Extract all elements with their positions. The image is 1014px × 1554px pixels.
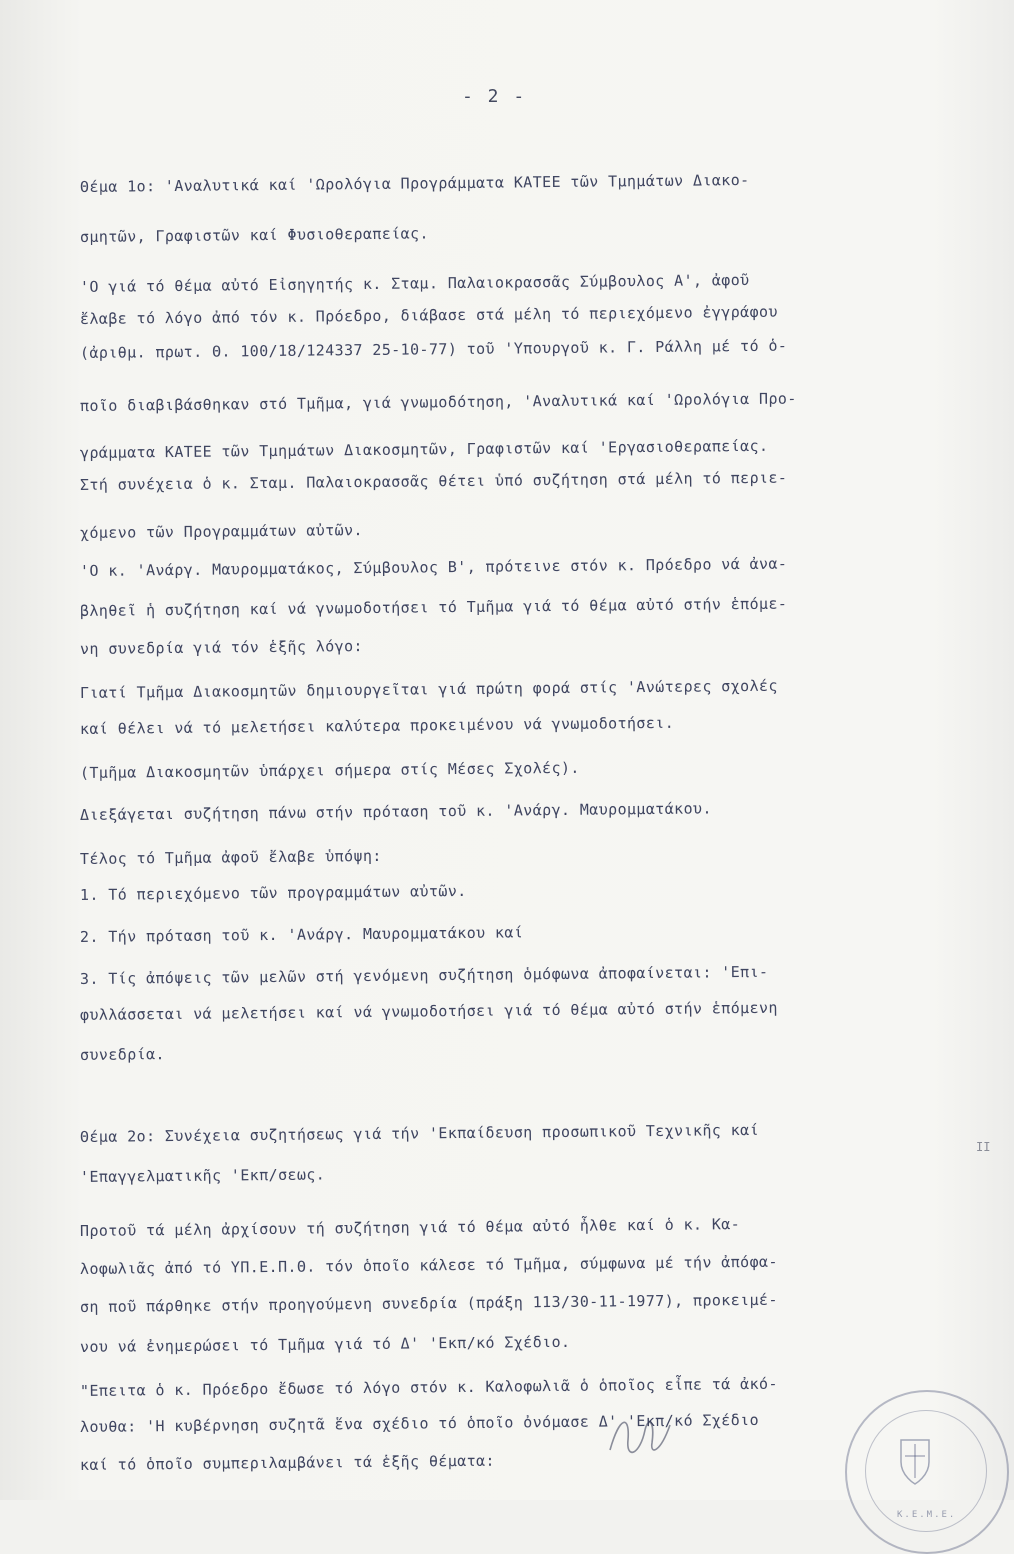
text-line: 'Ο κ. 'Ανάργ. Μαυρομματάκος, Σύμβουλος Β', πρότεινε στόν κ. Πρόεδρο νά ἀνα- (79, 554, 788, 580)
text-line: 'Επαγγελματικῆς 'Εκπ/σεως. (79, 1165, 326, 1186)
stamp-text: Κ.Ε.Μ.Ε. (897, 1510, 957, 1520)
text-line: Στή συνέχεια ὁ κ. Σταμ. Παλαιοκρασσᾶς θέτει ὑπό συζήτηση στά μέλη τό περιε- (79, 468, 788, 494)
official-stamp (845, 1390, 1009, 1554)
text-line: "Επειτα ὁ κ. Πρόεδρο ἔδωσε τό λόγο στόν κ. Καλοφωλιᾶ ὁ ὁποῖος εἶπε τά ἀκό- (79, 1374, 778, 1400)
text-line: 1. Τό περιεχόμενο τῶν προγραμμάτων αὐτῶν. (79, 881, 467, 904)
text-line: φυλλάσσεται νά μελετήσει καί νά γνωμοδοτήσει γιά τό θέμα αὐτό στήν ἑπόμενη (79, 998, 778, 1024)
text-line: συνεδρία. (79, 1045, 165, 1064)
page-number: - 2 - (462, 86, 527, 107)
text-line: Διεξάγεται συζήτηση πάνω στήν πρόταση τοῦ κ. 'Ανάργ. Μαυρομματάκου. (79, 799, 712, 824)
text-line: (ἀριθμ. πρωτ. Θ. 100/18/124337 25-10-77) τοῦ 'Υπουργοῦ κ. Γ. Ράλλη μέ τό ὁ- (79, 336, 788, 362)
text-line: 'Ο γιά τό θέμα αὐτό Εἰσηγητής κ. Σταμ. Παλαιοκρασσᾶς Σύμβουλος Α', ἀφοῦ (79, 270, 750, 296)
text-line: σμητῶν, Γραφιστῶν καί Φυσιοθεραπείας. (79, 224, 430, 246)
text-line: ση ποῦ πάρθηκε στήν προηγούμενη συνεδρία (πράξη 113/30-11-1977), προκειμέ- (79, 1290, 778, 1316)
margin-mark: II (976, 1140, 991, 1154)
text-line: λοφωλιᾶς ἀπό τό ΥΠ.Ε.Π.Θ. τόν ὁποῖο κάλεσε τό Τμῆμα, σύμφωνα μέ τήν ἀπόφα- (79, 1252, 778, 1278)
text-line: λουθα: 'Η κυβέρνηση συζητᾶ ἕνα σχέδιο τό ὁποῖο ὀνόμασε Δ' 'Εκπ/κό Σχέδιο (79, 1410, 760, 1436)
text-line: νου νά ἐνημερώσει τό Τμῆμα γιά τό Δ' 'Εκπ/κό Σχέδιο. (79, 1332, 571, 1356)
text-line: Θέμα 1ο: 'Αναλυτικά καί 'Ωρολόγια Προγράμματα ΚΑΤΕΕ τῶν Τμημάτων Διακο- (79, 170, 750, 196)
text-line: ποῖο διαβιβάσθηκαν στό Τμῆμα, γιά γνωμοδότηση, 'Αναλυτικά καί 'Ωρολόγια Προ- (79, 389, 797, 415)
text-line: Προτοῦ τά μέλη ἀρχίσουν τή συζήτηση γιά τό θέμα αὐτό ἦλθε καί ὁ κ. Κα- (79, 1215, 741, 1240)
text-line: Γιατί Τμῆμα Διακοσμητῶν δημιουργεῖται γιά πρώτη φορά στίς 'Ανώτερες σχολές (79, 676, 778, 702)
text-line: βληθεῖ ἡ συζήτηση καί νά γνωμοδοτήσει τό Τμῆμα γιά τό θέμα αὐτό στήν ἑπόμε- (79, 594, 788, 620)
text-line: νη συνεδρία γιά τόν ἑξῆς λόγο: (79, 637, 364, 658)
text-line: χόμενο τῶν Προγραμμάτων αὐτῶν. (79, 521, 364, 542)
text-line: ἔλαβε τό λόγο ἀπό τόν κ. Πρόεδρο, διάβασε στά μέλη τό περιεχόμενο ἐγγράφου (79, 302, 778, 328)
signature-icon (600, 1405, 680, 1465)
text-line: 3. Τίς ἀπόψεις τῶν μελῶν στή γενόμενη συζήτηση ὁμόφωνα ἀποφαίνεται: 'Επι- (79, 962, 769, 988)
text-line: γράμματα ΚΑΤΕΕ τῶν Τμημάτων Διακοσμητῶν, Γραφιστῶν καί 'Εργασιοθεραπείας. (79, 436, 769, 462)
crest-icon (895, 1432, 935, 1488)
text-line: (Τμῆμα Διακοσμητῶν ὑπάρχει σήμερα στίς Μέσες Σχολές). (79, 758, 580, 782)
text-line: καί θέλει νά τό μελετήσει καλύτερα προκειμένου νά γνωμοδοτήσει. (79, 713, 675, 738)
text-line: καί τό ὁποῖο συμπεριλαμβάνει τά ἑξῆς θέματα: (79, 1451, 496, 1474)
text-line: Θέμα 2ο: Συνέχεια συζητήσεως γιά τήν 'Εκπαίδευση προσωπικοῦ Τεχνικῆς καί (79, 1120, 760, 1146)
text-line: Τέλος τό Τμῆμα ἀφοῦ ἔλαβε ὑπόψη: (79, 846, 382, 868)
text-line: 2. Τήν πρόταση τοῦ κ. 'Ανάργ. Μαυρομματάκου καί (79, 923, 524, 946)
